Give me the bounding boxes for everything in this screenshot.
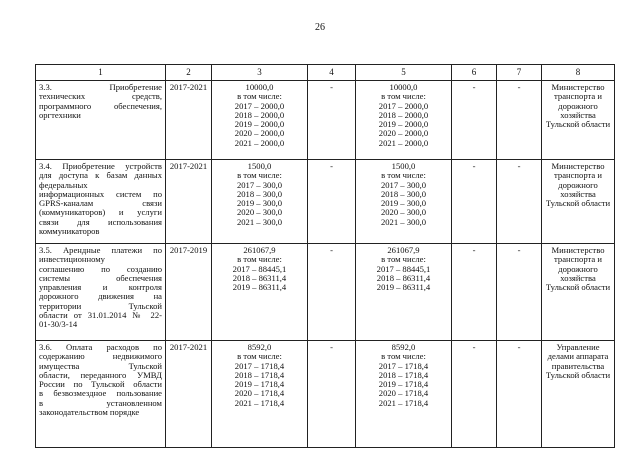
executor-cell-line: хозяйства [560, 109, 596, 120]
executor-cell-line: транспорта и [554, 170, 602, 181]
period-cell: 2017-2019 [166, 244, 212, 341]
regional-funding-cell-line: 2019 – 86311,4 [376, 282, 431, 293]
executor-cell-line: Тульской области [545, 282, 611, 293]
regional-funding-cell-line: 2017 – 88445,1 [376, 263, 431, 274]
table-row [36, 244, 615, 341]
regional-funding-cell-line: 261067,9 [387, 245, 420, 255]
regional-funding-cell-line: 2019 – 2000,0 [378, 119, 429, 130]
total-funding-cell-line: 2019 – 2000,0 [234, 119, 285, 130]
regional-funding-cell-line: в том числе: [381, 351, 426, 362]
regional-funding-cell [356, 160, 452, 244]
period-cell: 2017-2021 [166, 341, 212, 448]
total-funding-cell-line: 2017 – 300,0 [236, 179, 283, 190]
activity-name-cell-line: 3.6. Оплата расходов по [39, 342, 162, 352]
total-funding-cell-line: 2017 – 2000,0 [234, 100, 285, 111]
municipal-funding-cell: - [452, 341, 497, 448]
executor-cell-line: Министерство [551, 161, 605, 171]
regional-funding-cell-line: 2017 – 2000,0 [378, 100, 429, 111]
total-funding-cell-line: 2019 – 1718,4 [234, 379, 285, 390]
total-funding-cell-line: 2021 – 2000,0 [234, 137, 285, 148]
total-funding-cell [212, 244, 308, 341]
executor-cell [542, 341, 615, 448]
header-cell: 2 [166, 65, 212, 81]
header-cell: 8 [542, 65, 615, 81]
total-funding-cell-line: 2018 – 86311,4 [232, 272, 287, 283]
total-funding-cell-line: 10000,0 [245, 82, 274, 92]
activity-name-cell-line: в безвозмездное пользование [39, 388, 162, 399]
total-funding-cell-line: в том числе: [237, 351, 282, 362]
executor-cell-line: Тульской области [545, 369, 611, 380]
table-row [36, 341, 615, 448]
regional-funding-cell [356, 244, 452, 341]
other-funding-cell: - [497, 81, 542, 160]
executor-cell-line: транспорта и [554, 91, 602, 102]
activity-name-cell-line: GPRS-каналам связи [39, 198, 162, 209]
federal-funding-cell: - [308, 81, 356, 160]
total-funding-cell-line: 2018 – 300,0 [236, 188, 283, 199]
executor-cell [542, 81, 615, 160]
activity-name-cell-line: имущества Тульской [39, 360, 162, 371]
activity-name-cell-line: России по Тульской области [39, 379, 162, 390]
activity-name-cell-line: 3.5. Арендные платежи по [39, 245, 162, 255]
regional-funding-cell-line: 1500,0 [391, 161, 416, 171]
total-funding-cell [212, 160, 308, 244]
header-cell: 3 [212, 65, 308, 81]
activity-name-cell-line: области, переданного УМВД [39, 369, 162, 380]
total-funding-cell-line: 2018 – 1718,4 [234, 369, 285, 380]
regional-funding-cell-line: 2017 – 300,0 [380, 179, 427, 190]
regional-funding-cell [356, 81, 452, 160]
header-cell: 7 [497, 65, 542, 81]
activity-name-cell-line: коммуникаторов [39, 226, 100, 237]
activity-name-cell-line: программного обеспечения, [39, 100, 162, 111]
regional-funding-cell-line: 2020 – 300,0 [380, 207, 427, 218]
federal-funding-cell: - [308, 244, 356, 341]
other-funding-cell: - [497, 341, 542, 448]
regional-funding-cell-line: в том числе: [381, 91, 426, 102]
period-cell: 2017-2021 [166, 160, 212, 244]
executor-cell-line: хозяйства [560, 272, 596, 283]
executor-cell-line: дорожного [558, 179, 598, 190]
page-number: 26 [315, 22, 325, 33]
executor-cell [542, 160, 615, 244]
header-cell: 1 [36, 65, 166, 81]
executor-cell-line: транспорта и [554, 254, 602, 265]
total-funding-cell-line: в том числе: [237, 91, 282, 102]
total-funding-cell-line: в том числе: [237, 170, 282, 181]
executor-cell-line: дорожного [558, 263, 598, 274]
regional-funding-cell-line: в том числе: [381, 170, 426, 181]
other-funding-cell: - [497, 244, 542, 341]
total-funding-cell-line: 2021 – 1718,4 [234, 397, 285, 408]
header-cell: 5 [356, 65, 452, 81]
regional-funding-cell-line: 2021 – 2000,0 [378, 137, 429, 148]
activity-name-cell [36, 244, 166, 341]
federal-funding-cell: - [308, 160, 356, 244]
total-funding-cell-line: в том числе: [237, 254, 282, 265]
total-funding-cell-line: 2017 – 88445,1 [232, 263, 287, 274]
executor-cell-line: Управление [556, 342, 600, 352]
regional-funding-cell-line: 2020 – 2000,0 [378, 128, 429, 139]
regional-funding-cell-line: 10000,0 [389, 82, 418, 92]
total-funding-cell-line: 2020 – 300,0 [236, 207, 283, 218]
regional-funding-cell-line: 2020 – 1718,4 [378, 388, 429, 399]
activity-name-cell-line: 3.4. Приобретение устройств [39, 161, 162, 171]
municipal-funding-cell: - [452, 160, 497, 244]
executor-cell [542, 244, 615, 341]
activity-name-cell-line: системы обеспечения [39, 272, 162, 283]
table-row [36, 160, 615, 244]
activity-name-cell-line: информационных систем по [39, 188, 162, 199]
executor-cell-line: делами аппарата [547, 351, 609, 362]
activity-name-cell-line: законодательством порядке [39, 407, 140, 418]
regional-funding-cell-line: 8592,0 [391, 342, 416, 352]
executor-cell-line: правительства [551, 360, 605, 371]
other-funding-cell: - [497, 160, 542, 244]
header-row [36, 65, 615, 81]
activity-name-cell-line: для доступа к базам данных [39, 170, 162, 181]
total-funding-cell-line: 2021 – 300,0 [236, 216, 283, 227]
activity-name-cell [36, 341, 166, 448]
executor-cell-line: Тульской области [545, 198, 611, 209]
activity-name-cell-line: оргтехники [39, 109, 81, 120]
activity-name-cell-line: содержанию недвижимого [39, 351, 162, 362]
activity-name-cell-line: управления и контроля [39, 282, 162, 293]
header-cell: 4 [308, 65, 356, 81]
regional-funding-cell [356, 341, 452, 448]
total-funding-cell-line: 2018 – 2000,0 [234, 109, 285, 120]
regional-funding-cell-line: 2018 – 2000,0 [378, 109, 429, 120]
activity-name-cell-line: связи для использования [39, 216, 162, 227]
regional-funding-cell-line: 2019 – 1718,4 [378, 379, 429, 390]
total-funding-cell-line: 8592,0 [247, 342, 272, 352]
activity-name-cell [36, 160, 166, 244]
activity-name-cell-line: технических средств, [39, 91, 162, 102]
activity-name-cell-line: инвестиционному [39, 254, 105, 265]
activity-name-cell-line: 01-30/3-14 [39, 319, 78, 330]
regional-funding-cell-line: 2018 – 86311,4 [376, 272, 431, 283]
total-funding-cell-line: 1500,0 [247, 161, 272, 171]
header-cell: 6 [452, 65, 497, 81]
municipal-funding-cell: - [452, 244, 497, 341]
municipal-funding-cell: - [452, 81, 497, 160]
total-funding-cell-line: 2020 – 1718,4 [234, 388, 285, 399]
executor-cell-line: Тульской области [545, 119, 611, 130]
total-funding-cell [212, 341, 308, 448]
regional-funding-cell-line: 2019 – 300,0 [380, 198, 427, 209]
executor-cell-line: дорожного [558, 100, 598, 111]
regional-funding-cell-line: 2021 – 300,0 [380, 216, 427, 227]
activity-name-cell [36, 81, 166, 160]
table-row [36, 81, 615, 160]
total-funding-cell-line: 2019 – 86311,4 [232, 282, 287, 293]
total-funding-cell-line: 261067,9 [243, 245, 276, 255]
total-funding-cell-line: 2019 – 300,0 [236, 198, 283, 209]
executor-cell-line: Министерство [551, 82, 605, 92]
activity-name-cell-line: области от 31.01.2014 № 22- [39, 310, 162, 321]
federal-funding-cell: - [308, 341, 356, 448]
regional-funding-cell-line: в том числе: [381, 254, 426, 265]
activity-name-cell-line: федеральных [39, 179, 88, 190]
period-cell: 2017-2021 [166, 81, 212, 160]
activity-name-cell-line: (коммуникаторов) и услуги [39, 207, 162, 218]
regional-funding-cell-line: 2018 – 300,0 [380, 188, 427, 199]
regional-funding-cell-line: 2017 – 1718,4 [378, 360, 429, 371]
regional-funding-cell-line: 2021 – 1718,4 [378, 397, 429, 408]
program-table [35, 64, 615, 448]
activity-name-cell-line: 3.3. Приобретение [39, 82, 162, 92]
activity-name-cell-line: дорожного движения на [39, 291, 162, 302]
total-funding-cell-line: 2020 – 2000,0 [234, 128, 285, 139]
regional-funding-cell-line: 2018 – 1718,4 [378, 369, 429, 380]
total-funding-cell [212, 81, 308, 160]
total-funding-cell-line: 2017 – 1718,4 [234, 360, 285, 371]
executor-cell-line: хозяйства [560, 188, 596, 199]
activity-name-cell-line: в установленном [39, 397, 162, 408]
activity-name-cell-line: соглашению по созданию [39, 263, 162, 274]
executor-cell-line: Министерство [551, 245, 605, 255]
activity-name-cell-line: территории Тульской [39, 300, 162, 311]
